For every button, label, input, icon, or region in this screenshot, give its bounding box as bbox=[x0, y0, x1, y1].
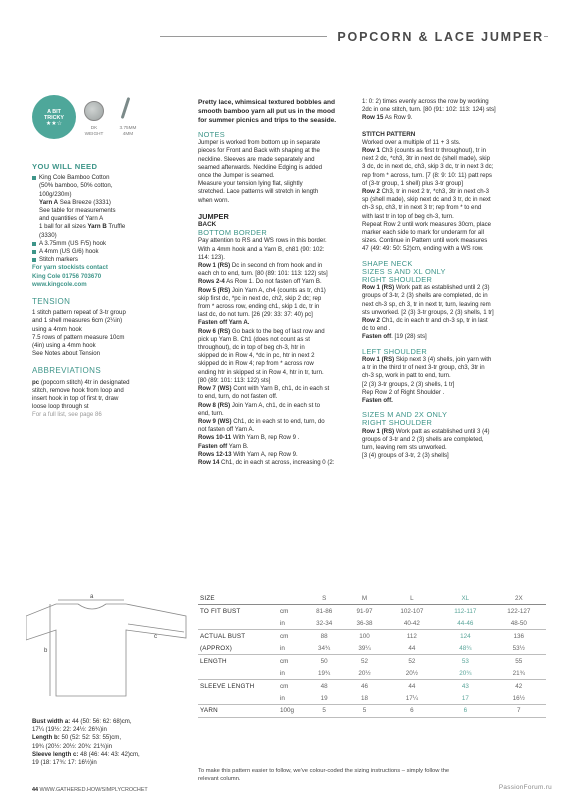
table-cell: 21¾ bbox=[492, 667, 546, 680]
stitch-pattern-text: Worked over a multiple of 11 + 3 sts. Row 1 Ch3 (counts as first tr throughout), tr in next 2 dc, *ch3, 3tr in next dc (shell made), skip 3 dc, dc in next dc, ch3, skip 3 dc, tr in next 3 dc; rep from * across, turn. [7 (8: 9: 10: 11) patt reps of (3-tr group, 1 shell) plus 3-tr group] Row 2 Ch3, tr in next 2 tr, *ch3, 3tr in next ch-3 sp (shell made), skip next dc and 3 tr, dc in next ch-3 sp, ch3, tr in next 3 tr; rep from * to end with last tr in top of beg ch-3, turn. Repeat Row 2 until work measures 30cm, place marker each side to mark for underarm for all sizes. Continue in Pattern until work measures 47 (49: 49: 50: 52)cm, ending with a WS row. bbox=[362, 138, 494, 253]
table-row bbox=[198, 667, 546, 680]
table-cell: 5 bbox=[304, 705, 344, 718]
table-cell: 81-86 bbox=[316, 607, 333, 615]
row-unit: 100g bbox=[278, 705, 304, 718]
table-cell: 19¾ bbox=[304, 667, 344, 680]
table-header-row bbox=[198, 592, 546, 605]
abbreviations-text: pc (popcorn stitch) 4tr in designated stitch, remove hook from loop and insert hook in top of first tr, draw loose loop through st For a full list, see page 86 bbox=[32, 378, 130, 419]
watermark: PassionForum.ru bbox=[498, 784, 552, 791]
left-column bbox=[32, 95, 182, 420]
table-cell: 112-117 bbox=[454, 607, 477, 615]
table-row bbox=[198, 605, 546, 618]
row-unit: in bbox=[278, 642, 304, 655]
intro-text: Pretty lace, whimsical textured bobbles and smooth bamboo yarn all put us in the mood for summer picnics and trips to the seaside. bbox=[198, 99, 337, 124]
table-cell: 20½ bbox=[344, 667, 384, 680]
difficulty-line2: TRICKY bbox=[43, 115, 65, 121]
list-item-hook-375: A 3.75mm (US F/5) hook bbox=[32, 240, 182, 248]
table-cell: 40-42 bbox=[385, 617, 439, 630]
tension-text: 1 stitch pattern repeat of 3-tr group and 1 shell measures 6cm (2¼in) using a 4mm hook 7.5 rows of pattern measure 10cm (4in) using a 4mm hook See Notes about Tension bbox=[32, 309, 126, 358]
tension-title: TENSION bbox=[32, 297, 71, 307]
row-label: SLEEVE LENGTH bbox=[200, 682, 255, 690]
table-cell: 6 bbox=[439, 705, 492, 718]
table-cell: 6 bbox=[385, 705, 439, 718]
right-column bbox=[362, 98, 542, 460]
stitch-pattern-heading: STITCH PATTERN bbox=[362, 130, 416, 138]
hook-size-label: 3.75MM 4MM bbox=[119, 125, 137, 136]
table-header-cell: M bbox=[344, 592, 384, 605]
table-cell: 34¾ bbox=[304, 642, 344, 655]
row-label: ACTUAL BUST bbox=[200, 632, 246, 640]
table-header-cell: SIZE bbox=[198, 592, 278, 605]
table-cell: 50 bbox=[320, 657, 328, 665]
table-cell: 32-34 bbox=[304, 617, 344, 630]
row-label: (APPROX) bbox=[198, 642, 278, 655]
table-cell: 19 bbox=[304, 692, 344, 705]
footer-url: WWW.GATHERED.HOW/SIMPLYCROCHET bbox=[38, 787, 148, 793]
label-b: b bbox=[44, 648, 48, 654]
table-cell: 39¼ bbox=[344, 642, 384, 655]
table-cell: 102-107 bbox=[400, 607, 424, 615]
difficulty-badge bbox=[32, 95, 76, 139]
list-item-yarn: King Cole Bamboo Cotton (50% bamboo, 50% cotton, 100g/230m) Yarn A Sea Breeze (3331) See table for measurements and quantities of Yarn A 1 ball for all sizes Yarn B Truffle (3330) bbox=[32, 174, 182, 240]
table-header-cell: L bbox=[385, 592, 439, 605]
row-unit: cm bbox=[280, 632, 289, 640]
table-cell: 17 bbox=[439, 692, 492, 705]
table-cell: 53½ bbox=[492, 642, 546, 655]
table-cell: 88 bbox=[320, 632, 328, 640]
list-item-markers: Stitch markers bbox=[32, 256, 182, 264]
border-continued: 1: 0: 2) times evenly across the row by working 2dc in one stitch, turn. [80 (91: 102: 113: 124) sts] Row 15 As Row 9. bbox=[362, 98, 496, 122]
table-cell: 48-50 bbox=[492, 617, 546, 630]
row-unit: cm bbox=[280, 657, 289, 665]
table-row bbox=[198, 655, 546, 668]
difficulty-badges bbox=[32, 95, 182, 157]
table-header-cell: XL bbox=[439, 592, 492, 605]
sleeve-arrow bbox=[128, 624, 184, 632]
row-unit: cm bbox=[280, 682, 289, 690]
stockists-phone: King Cole 01756 703670 bbox=[32, 272, 102, 280]
crochet-hook-icon bbox=[121, 97, 131, 119]
left-shoulder-text: Row 1 (RS) Skip next 3 (4) shells, join yarn with a tr in the third tr of next 3-tr group, ch3, 3tr in ch-3 sp, work in patt to end, turn. [2 (3) 3-tr groups, 2 (3) shells, 1 tr] Rep Row 2 of Right Shoulder . Fasten off. bbox=[362, 355, 492, 404]
table-cell: 53 bbox=[461, 657, 469, 665]
table-row bbox=[198, 630, 546, 643]
row-label: LENGTH bbox=[200, 657, 227, 665]
size-table bbox=[198, 592, 546, 718]
table-cell: 52 bbox=[408, 657, 416, 665]
page-number: 44 bbox=[32, 787, 38, 793]
table-cell: 44 bbox=[408, 682, 416, 690]
notes-title: NOTES bbox=[198, 130, 225, 139]
right-shoulder-text-2: Row 1 (RS) Work patt as established until 3 (4) groups of 3-tr and 2 (3) shells are completed, turn, leaving rem sts unworked. [3 (4) groups of 3-tr, 2 (3) shells] bbox=[362, 427, 490, 460]
table-cell: 112 bbox=[406, 632, 417, 640]
middle-column bbox=[198, 98, 356, 467]
table-row bbox=[198, 642, 546, 655]
sizes-s-xl-heading: SIZES S AND XL ONLY bbox=[362, 266, 446, 276]
notes-text: Jumper is worked from bottom up in separate pieces for Front and Back with shaping at the neckline. Sleeves are made separately and seamed afterwards. Neckline Edging is added once the Jumper is seamed. Measure your tension lying flat, slightly stretched. Lace patterns will stretch in length when worn. bbox=[198, 139, 322, 204]
table-row bbox=[198, 617, 546, 630]
stockists-line1: For yarn stockists contact bbox=[32, 264, 108, 272]
row-label: TO FIT BUST bbox=[200, 607, 241, 615]
stockists-url[interactable]: www.kingcole.com bbox=[32, 280, 87, 288]
table-cell: 46 bbox=[361, 682, 369, 690]
back-heading: BACK bbox=[198, 221, 217, 229]
row-label: YARN bbox=[198, 705, 278, 718]
row-unit: in bbox=[278, 617, 304, 630]
table-cell: 122-127 bbox=[507, 607, 531, 615]
table-cell: 124 bbox=[460, 632, 471, 640]
table-cell: 55 bbox=[515, 657, 523, 665]
row-label bbox=[198, 692, 278, 705]
table-row bbox=[198, 692, 546, 705]
table-cell: 17¼ bbox=[385, 692, 439, 705]
right-shoulder-heading-2: RIGHT SHOULDER bbox=[362, 418, 433, 428]
right-shoulder-text: Row 1 (RS) Work patt as established until 2 (3) groups of 3-tr, 2 (3) shells are completed, dc in next ch-3 sp, ch 3, tr in next tr, turn, leaving rem sts unworked. [2 (3) 3-tr groups, 2 (3) shells, 1 tr] Row 2 Ch1, dc in each tr and ch-3 sp, tr in last dc to end . Fasten off. [19 (28) sts] bbox=[362, 284, 494, 341]
table-cell: 18 bbox=[344, 692, 384, 705]
row-unit: in bbox=[278, 692, 304, 705]
table-cell: 136 bbox=[513, 632, 525, 640]
right-shoulder-heading: RIGHT SHOULDER bbox=[362, 275, 433, 285]
table-cell: 20½ bbox=[385, 667, 439, 680]
yarn-weight-label: DK WEIGHT bbox=[84, 125, 104, 136]
yarn-ball-icon bbox=[84, 101, 104, 121]
table-header-cell: 2X bbox=[492, 592, 546, 605]
table-cell: 36-38 bbox=[344, 617, 384, 630]
table-cell: 52 bbox=[361, 657, 369, 665]
garment-schematic bbox=[26, 594, 196, 706]
jumper-heading: JUMPER bbox=[198, 211, 229, 221]
table-row bbox=[198, 705, 546, 718]
table-cell: 44 bbox=[385, 642, 439, 655]
table-note: To make this pattern easier to follow, we've colour-coded the sizing instructions – simply follow the relevant column. bbox=[198, 768, 450, 782]
list-item-hook-4: A 4mm (US G/6) hook bbox=[32, 248, 182, 256]
table-cell: 44-46 bbox=[439, 617, 492, 630]
table-cell: 16½ bbox=[492, 692, 546, 705]
you-will-need-title: YOU WILL NEED bbox=[32, 162, 98, 171]
table-header-cell bbox=[278, 592, 304, 605]
label-a: a bbox=[90, 594, 94, 600]
table-cell: 91-97 bbox=[356, 607, 373, 615]
page-title: POPCORN & LACE JUMPER bbox=[327, 30, 544, 44]
table-cell: 42 bbox=[515, 682, 523, 690]
bottom-border-heading: BOTTOM BORDER bbox=[198, 228, 268, 238]
sizes-m-2x-heading: SIZES M AND 2X ONLY bbox=[362, 410, 448, 420]
row-label bbox=[198, 617, 278, 630]
row-unit: cm bbox=[280, 607, 289, 615]
table-cell: 43 bbox=[461, 682, 469, 690]
table-cell: 100 bbox=[359, 632, 370, 640]
table-cell: 5 bbox=[344, 705, 384, 718]
abbreviations-title: ABBREVIATIONS bbox=[32, 366, 102, 376]
left-shoulder-heading: LEFT SHOULDER bbox=[362, 346, 427, 356]
table-cell: 20¾ bbox=[439, 667, 492, 680]
row-label bbox=[198, 667, 278, 680]
difficulty-line1: A BIT bbox=[47, 109, 61, 115]
difficulty-stars: ★★☆ bbox=[45, 121, 63, 127]
finished-measurements: Bust width a: 44 (50: 56: 62: 68)cm, 17¼ (19½: 22: 24½: 26¾)in Length b: 50 (52: 52: 53: 55)cm, 19¾ (20½: 20½: 20¾: 21¾)in Sleeve length c: 48 (46: 44: 43: 42)cm, 19 (18: 17¾: 17: 16½)in bbox=[32, 718, 140, 767]
page-footer bbox=[32, 787, 148, 793]
table-cell: 48 bbox=[320, 682, 328, 690]
back-instructions: Pay attention to RS and WS rows in this border. With a 4mm hook and a Yarn B, ch81 (90: 102: 114: 123). Row 1 (RS) Dc in second ch from hook and in each ch to end, turn. [80 (89: 101: 113: 122) sts] Rows 2-4 As Row 1. Do not fasten off Yarn B. Row 5 (RS) Join Yarn A, ch4 (counts as tr, ch1) skip first dc, *pc in next dc, ch2, skip 2 dc; rep from * across row, ending ch1, skip 1 dc, tr in last dc, do not turn. [26 (29: 33: 37: 40) pc] Fasten off Yarn A. Row 6 (RS) Go back to the beg of last row and pick up Yarn B. Ch1 (does not count as st throughout), dc in top of beg ch-3, htr in skipped dc in Row 4, *dc in pc, htr in next 2 skipped dc in Row 4; rep from * across row ending htr in skipped st in Row 4, htr in tr, turn. [80 (89: 101: 113: 122) sts] Row 7 (WS) Cont with Yarn B, ch1, dc in each st to end, turn, do not fasten off. Row 8 (RS) Join Yarn A, ch1, dc in each st to end, turn. Row 9 (WS) Ch1, dc in each st to end, turn, do not fasten off Yarn A. Rows 10-11 With Yarn B, rep Row 9 . Fasten off Yarn B. Rows 12-13 With Yarn A, rep Row 9. Row 14 Ch1, dc in each st across, increasing 0 (2: bbox=[198, 237, 335, 466]
row-unit: in bbox=[278, 667, 304, 680]
shape-neck-heading: SHAPE NECK bbox=[362, 258, 413, 268]
table-cell: 48¾ bbox=[439, 642, 492, 655]
table-header-cell: S bbox=[304, 592, 344, 605]
table-row bbox=[198, 680, 546, 693]
label-c: c bbox=[154, 634, 157, 640]
table-cell: 7 bbox=[492, 705, 546, 718]
